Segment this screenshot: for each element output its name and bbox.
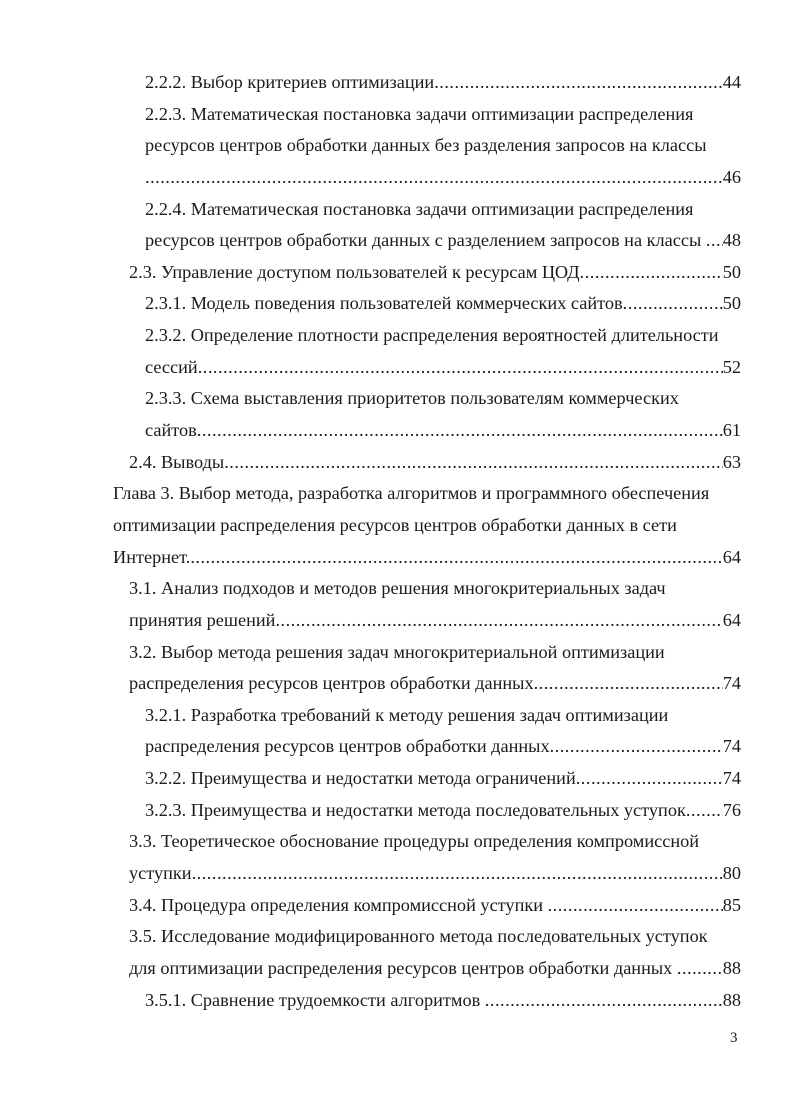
- toc-line: [0, 858, 741, 890]
- dot-leader: [192, 858, 723, 890]
- toc-entry[interactable]: [0, 700, 793, 763]
- toc-line: [0, 194, 741, 226]
- toc-entry-title: оптимизации распределения ресурсов центров обработки данных в сети: [113, 514, 677, 535]
- toc-page-number: 52: [722, 356, 741, 377]
- toc-entry-title: 2.3.2. Определение плотности распределения вероятностей длительности: [145, 325, 719, 346]
- dot-leader: [275, 605, 722, 637]
- toc-line: [0, 985, 741, 1017]
- toc-entry[interactable]: [0, 99, 793, 194]
- dot-leader: [548, 890, 723, 922]
- toc-line: [0, 573, 741, 605]
- toc-page-number: 50: [722, 261, 741, 282]
- toc-entry-title: Интернет.: [113, 546, 191, 567]
- dot-leader: [145, 162, 723, 194]
- toc-entry-title: 3.2.1. Разработка требований к методу решения задач оптимизации: [145, 704, 669, 725]
- toc-entry-title: 2.2.3. Математическая постановка задачи оптимизации распределения: [145, 103, 694, 124]
- toc-page-number: 88: [722, 957, 741, 978]
- toc-entry-title: Глава 3. Выбор метода, разработка алгоритмов и программного обеспечения: [113, 483, 710, 504]
- toc-entry-title: распределения ресурсов центров обработки данных: [145, 736, 550, 757]
- toc-line: [0, 890, 741, 922]
- toc-page-number: 88: [722, 989, 741, 1010]
- toc-line: [0, 130, 741, 162]
- toc-entry-title: 2.2.4. Математическая постановка задачи оптимизации распределения: [145, 198, 694, 219]
- toc-page-number: 80: [722, 863, 741, 884]
- toc-entry-title: уступки: [129, 863, 192, 884]
- toc-line: [0, 67, 741, 99]
- toc-page-number: 46: [722, 166, 741, 187]
- dot-leader: [623, 288, 723, 320]
- toc-line: [0, 668, 741, 700]
- toc-line: [0, 826, 741, 858]
- dot-leader: [485, 985, 723, 1017]
- toc-entry[interactable]: [0, 573, 793, 636]
- toc-entry[interactable]: [0, 67, 793, 99]
- toc-entry[interactable]: [0, 447, 793, 479]
- page-number: 3: [730, 1030, 738, 1046]
- toc-entry-title: 3.2.3. Преимущества и недостатки метода последовательных уступок: [145, 799, 686, 820]
- toc-line: [0, 637, 741, 669]
- table-of-contents: [0, 67, 793, 1016]
- toc-entry[interactable]: [0, 985, 793, 1017]
- toc-entry-title: ресурсов центров обработки данных с разделением запросов на классы: [145, 230, 706, 251]
- toc-entry[interactable]: [0, 383, 793, 446]
- toc-line: [0, 953, 741, 985]
- toc-entry-title: для оптимизации распределения ресурсов центров обработки данных: [129, 957, 677, 978]
- toc-line: [0, 478, 741, 510]
- toc-entry-title: 3.2.2. Преимущества и недостатки метода ограничений: [145, 768, 576, 789]
- toc-page-number: 44: [722, 72, 741, 92]
- toc-entry-title: 2.4. Выводы: [129, 451, 225, 472]
- toc-entry[interactable]: [0, 795, 793, 827]
- toc-entry[interactable]: [0, 288, 793, 320]
- dot-leader: [706, 225, 723, 257]
- toc-page-number: 85: [722, 894, 741, 915]
- dot-leader: [197, 415, 723, 447]
- toc-line: [0, 383, 741, 415]
- toc-entry-title: 3.1. Анализ подходов и методов решения многокритериальных задач: [129, 578, 666, 599]
- toc-entry-title: распределения ресурсов центров обработки данных: [129, 673, 534, 694]
- toc-line: [0, 605, 741, 637]
- toc-entry-title: 3.5. Исследование модифицированного метода последовательных уступок: [129, 926, 708, 947]
- toc-line: [0, 352, 741, 384]
- dot-leader: [576, 763, 723, 795]
- toc-line: [0, 921, 741, 953]
- dot-leader: [580, 257, 723, 289]
- toc-entry[interactable]: [0, 763, 793, 795]
- toc-entry-title: сайтов: [145, 420, 197, 441]
- toc-entry-title: 3.2. Выбор метода решения задач многокритериальной оптимизации: [129, 641, 665, 662]
- toc-entry[interactable]: [0, 890, 793, 922]
- toc-entry-title: ресурсов центров обработки данных без разделения запросов на классы: [145, 135, 707, 156]
- toc-page-number: 64: [722, 609, 741, 630]
- toc-line: [0, 162, 741, 194]
- dot-leader: [434, 67, 723, 99]
- dot-leader: [198, 352, 723, 384]
- toc-page-number: 64: [722, 546, 741, 567]
- toc-page-number: 63: [722, 451, 741, 472]
- toc-entry[interactable]: [0, 478, 793, 573]
- toc-line: [0, 288, 741, 320]
- toc-line: [0, 415, 741, 447]
- toc-page-number: 74: [722, 768, 741, 789]
- toc-entry[interactable]: [0, 194, 793, 257]
- dot-leader: [534, 668, 723, 700]
- toc-page-number: 74: [722, 673, 741, 694]
- toc-entry[interactable]: [0, 257, 793, 289]
- toc-line: [0, 700, 741, 732]
- toc-entry-title: 2.3.1. Модель поведения пользователей коммерческих сайтов: [145, 293, 623, 314]
- toc-entry-title: 3.5.1. Сравнение трудоемкости алгоритмов: [145, 989, 485, 1010]
- toc-entry-title: 3.4. Процедура определения компромиссной уступки: [129, 894, 548, 915]
- toc-line: [0, 542, 741, 574]
- toc-line: [0, 447, 741, 479]
- toc-entry-title: принятия решений: [129, 609, 276, 630]
- toc-line: [0, 99, 741, 131]
- dot-leader: [686, 795, 723, 827]
- toc-entry[interactable]: [0, 320, 793, 383]
- dot-leader: [550, 731, 723, 763]
- dot-leader: [190, 542, 722, 574]
- toc-entry-title: 2.3. Управление доступом пользователей к ресурсам ЦОД: [129, 261, 580, 282]
- toc-line: [0, 320, 741, 352]
- toc-entry-title: 2.2.2. Выбор критериев оптимизации: [145, 72, 435, 92]
- toc-page-number: 48: [722, 230, 741, 251]
- toc-entry-title: 3.3. Теоретическое обоснование процедуры определения компромиссной: [129, 831, 700, 852]
- toc-page-number: 74: [722, 736, 741, 757]
- toc-page-number: 50: [722, 293, 741, 314]
- toc-line: [0, 225, 741, 257]
- dot-leader: [224, 447, 723, 479]
- toc-entry[interactable]: [0, 826, 793, 889]
- toc-line: [0, 731, 741, 763]
- toc-line: [0, 257, 741, 289]
- dot-leader: [677, 953, 723, 985]
- toc-entry[interactable]: [0, 921, 793, 984]
- toc-entry-title: 2.3.3. Схема выставления приоритетов пользователям коммерческих: [145, 388, 679, 409]
- toc-line: [0, 795, 741, 827]
- toc-page-number: 76: [722, 799, 741, 820]
- toc-page-number: 61: [722, 420, 741, 441]
- toc-line: [0, 763, 741, 795]
- toc-line: [0, 510, 741, 542]
- toc-entry-title: сессий: [145, 356, 198, 377]
- toc-entry[interactable]: [0, 637, 793, 700]
